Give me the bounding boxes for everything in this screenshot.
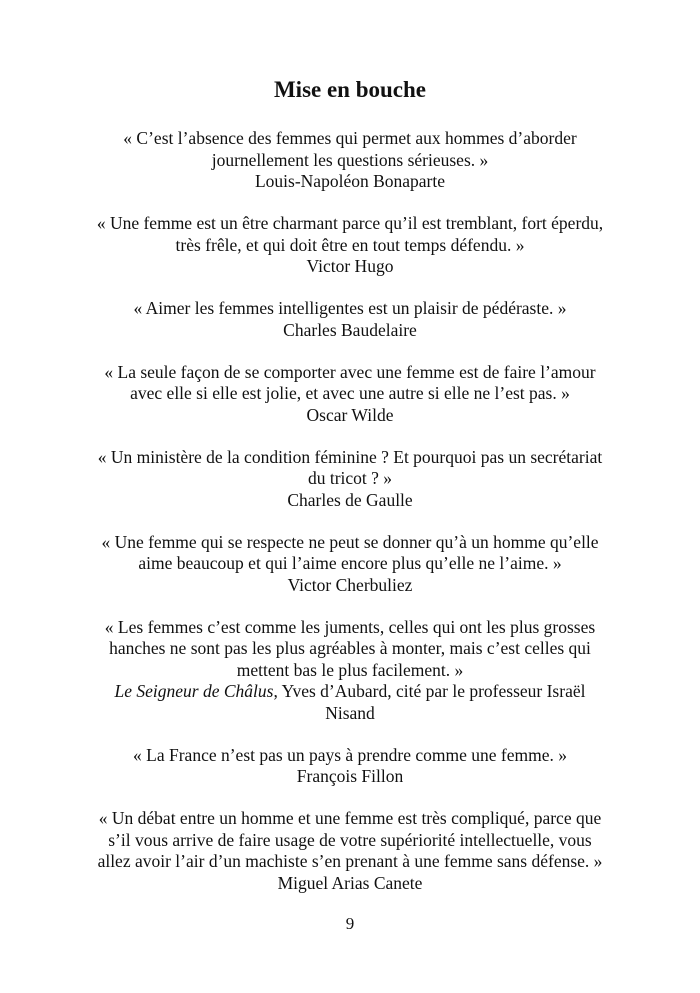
quote-line: aime beaucoup et qui l’aime encore plus qu’elle ne l’aime. » xyxy=(138,553,562,573)
quote-line: « Les femmes c’est comme les juments, celles qui ont les plus grosses xyxy=(104,616,596,637)
quote-author: Charles Baudelaire xyxy=(283,319,417,340)
quote-author: Oscar Wilde xyxy=(306,404,394,425)
quote-author: François Fillon xyxy=(296,766,404,786)
quote-line: très frêle, et qui doit être en tout temps défendu. » xyxy=(175,234,525,255)
quote-block-hugo xyxy=(70,213,630,278)
quote-author: Victor Hugo xyxy=(306,256,394,276)
quote-block-arias-canete xyxy=(70,808,630,894)
page-number: 9 xyxy=(345,914,355,933)
quote-line: « La France n’est pas un pays à prendre comme une femme. » xyxy=(133,744,567,765)
quote-line: « Un ministère de la condition féminine ? Et pourquoi pas un secrétariat xyxy=(97,446,603,467)
quote-line: allez avoir l’air d’un machiste s’en prenant à une femme sans défense. » xyxy=(97,851,603,871)
quote-block-fillon xyxy=(70,745,630,788)
quote-block-de-gaulle xyxy=(70,447,630,512)
quote-block-cherbuliez xyxy=(70,532,630,597)
quote-author-continuation: Nisand xyxy=(325,702,375,723)
quote-author-rest: , Yves d’Aubard, cité par le professeur Israël xyxy=(273,681,586,701)
quote-line: « Aimer les femmes intelligentes est un plaisir de pédéraste. » xyxy=(133,298,567,318)
page-content xyxy=(70,74,630,915)
quote-author xyxy=(70,681,630,703)
quote-line: « Une femme est un être charmant parce qu’il est tremblant, fort éperdu, xyxy=(96,213,604,233)
quote-block-aubard xyxy=(70,617,630,725)
quote-line: « Un débat entre un homme et une femme est très compliqué, parce que xyxy=(98,808,602,828)
quote-author: Victor Cherbuliez xyxy=(287,574,413,595)
quote-author: Miguel Arias Canete xyxy=(277,872,423,893)
quote-line: avec elle si elle est jolie, et avec une autre si elle ne l’est pas. » xyxy=(130,383,570,403)
quote-block-bonaparte xyxy=(70,128,630,193)
quote-author: Charles de Gaulle xyxy=(287,489,413,510)
quote-block-baudelaire xyxy=(70,298,630,341)
page-title: Mise en bouche xyxy=(273,77,427,102)
quote-line: s’il vous arrive de faire usage de votre supériorité intellectuelle, vous xyxy=(108,829,592,850)
quote-line: mettent bas le plus facilement. » xyxy=(236,659,464,680)
quote-author-work-title: Le Seigneur de Châlus xyxy=(114,681,274,701)
quote-block-wilde xyxy=(70,362,630,427)
quote-line: « La seule façon de se comporter avec une femme est de faire l’amour xyxy=(104,361,596,382)
quote-line: « C’est l’absence des femmes qui permet aux hommes d’aborder xyxy=(123,128,577,148)
quote-author: Louis-Napoléon Bonaparte xyxy=(254,171,445,191)
quote-line: hanches ne sont pas les plus agréables à monter, mais c’est celles qui xyxy=(109,638,591,658)
quote-line: « Une femme qui se respecte ne peut se donner qu’à un homme qu’elle xyxy=(101,531,599,552)
quote-line: journellement les questions sérieuses. » xyxy=(211,149,489,170)
quote-line: du tricot ? » xyxy=(307,468,393,488)
